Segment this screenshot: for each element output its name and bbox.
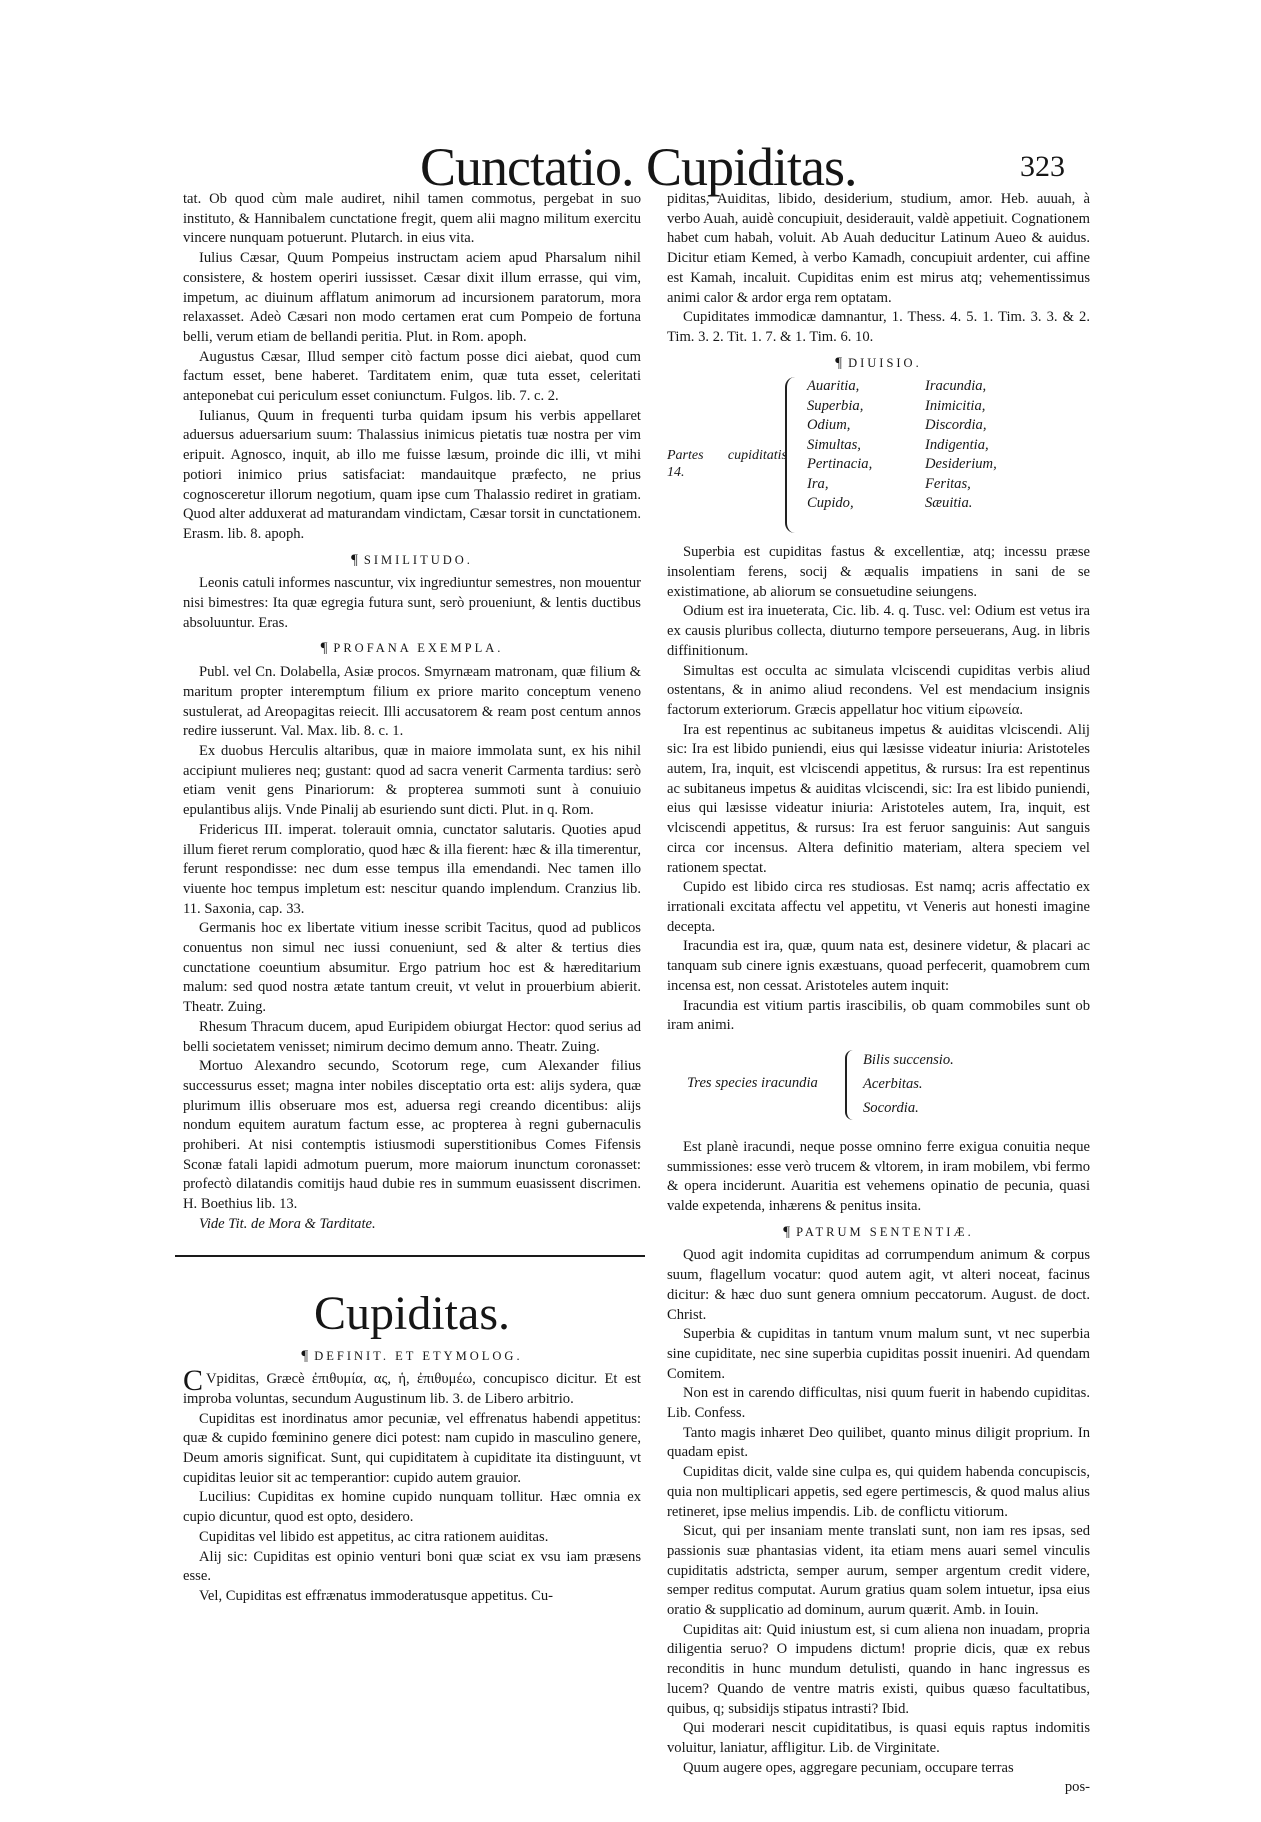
divisio-column (925, 377, 1075, 514)
entry-title: Cupiditas. (313, 1286, 510, 1340)
list-item: Simultas, (807, 436, 861, 453)
pilcrow-icon: ¶ (320, 640, 328, 657)
section-heading-text: PATRUM SENTENTIÆ. (796, 1224, 974, 1239)
page-number: 323 (1020, 150, 1065, 183)
paragraph: Rhesum Thracum ducem, apud Euripidem obiurgat Hector: quod serius ad belli societatem venisset; nimirum decimo demum anno. Theatr. Zuing. (183, 1018, 641, 1055)
list-item: Acerbitas. (863, 1075, 923, 1092)
paragraph (183, 1364, 641, 1409)
paragraph-text: Vpiditas, Græcè ἐπιθυμία, ας, ἡ, ἐπιθυμέω, concupisco dicitur. Et est improba voluntas, secundum Augustinum lib. 3. de Libero arbitrio. (183, 1371, 641, 1407)
paragraph: Qui moderari nescit cupiditatibus, is quasi equis raptus indomitis voluitur, laniatur, affligitur. Lib. de Virginitate. (667, 1720, 1090, 1756)
paragraph: Superbia & cupiditas in tantum vnum malum sunt, vt nec superbia sine cupiditate, nec sine superbia cupiditas possit inueniri. Ad quendam Comitem. (667, 1326, 1090, 1382)
brace-icon (785, 377, 803, 533)
pilcrow-icon: ¶ (351, 551, 358, 568)
paragraph: Publ. vel Cn. Dolabella, Asiæ procos. Smyrnæam matronam, quæ filium & maritum propter interemptum filium ex priore marito conceptum veneno sustulerat, ad Areopagitas reiecit. Illi accusatorem & ream post centum annos redire iusserunt. Val. Max. lib. 8. c. 1. (183, 664, 641, 740)
paragraph: Lucilius: Cupiditas ex homine cupido nunquam tollitur. Hæc omnia ex cupio dicuntur, quod est opto, desidero. (183, 1489, 641, 1526)
paragraph: Cupiditas ait: Quid iniustum est, si cum aliena non inuadam, propria diligentia seruo? O impudens dictum! proprie dicis, quæ ex rebus reconditis in hunc mundum detulisti, quando in hanc ingressus es lucem? Quando de ventre matris existi, quibus quæso facultatibus, quibus, q; subsidijs stipatus intrasti? Ibid. (667, 1621, 1090, 1717)
species-list (863, 1048, 954, 1120)
paragraph: Odium est ira inueterata, Cic. lib. 4. q. Tusc. vel: Odium est vetus ira ex causis pluribus collecta, diuturno tempore perseuerans, Aug. in libris diffinitionum. (667, 603, 1090, 659)
section-heading (183, 551, 641, 571)
paragraph: Cupiditas dicit, valde sine culpa es, qui quidem habenda concupiscis, quia non multiplicari appetis, sed egere pertimescis, & quod malus alius retineret, ipse melius impendis. Lib. de conflictu vitiorum. (667, 1464, 1090, 1520)
running-head: Cunctatio. Cupiditas. (420, 137, 857, 197)
paragraph: Cupiditates immodicæ damnantur, 1. Thess. 4. 5. 1. Tim. 3. 3. & 2. Tim. 3. 2. Tit. 1. 7. & 1. Tim. 6. 10. (667, 309, 1090, 345)
left-column (183, 190, 641, 1607)
paragraph: Quum augere opes, aggregare pecuniam, occupare terras (683, 1759, 1014, 1776)
paragraph: Tanto magis inhæret Deo quilibet, quanto minus diligit proprium. In quadam epist. (667, 1424, 1090, 1461)
section-heading (667, 1223, 1090, 1243)
list-item: Feritas, (925, 475, 971, 492)
section-heading-text: DEFINIT. ET ETYMOLOG. (314, 1348, 523, 1363)
paragraph: Sicut, qui per insaniam mente translati sunt, non iam res ipsas, sed passionis suæ phantasias vident, ita etiam mens auari semel vinculis cupiditatis adstricta, semper aurum, semper argentum credit videre, semper reditus computat. Aurum gratius quam solem intuetur, ipsa eius oratio & supplicatio ad dominum, aurum quærit. Amb. in Iouin. (667, 1523, 1090, 1619)
paragraph: tat. Ob quod cùm male audiret, nihil tamen commotus, pergebat in suo instituto, & Hannibalem cunctatione fregit, quem alii magno militum exercitu vincere nunquam potuerunt. Plutarch. in eius vita. (183, 191, 641, 247)
list-item: Superbia, (807, 397, 864, 414)
list-item: Sæuitia. (925, 495, 973, 512)
list-item: Pertinacia, (807, 456, 873, 473)
list-item: Cupido, (807, 495, 854, 512)
list-item: Discordia, (925, 417, 987, 434)
right-column (667, 190, 1090, 1798)
divisio-label: Partes cupiditatis 14. (667, 448, 787, 481)
paragraph: Iracundia est vitium partis irascibilis, ob quam commobiles sunt ob iram animi. (667, 997, 1090, 1034)
paragraph: Fridericus III. imperat. tolerauit omnia, cunctator salutaris. Quoties apud illum fieret rerum comploratio, quod hæc & illa fierent: hæc & illa timerentur, ferunt respondisse: nec dum esse tempus illa emendandi. Nec tamen illo viuente hoc tempus impletum est: nescitur quando implendum. Cranzius lib. 11. Saxonia, cap. 33. (183, 821, 641, 917)
paragraph: Cupiditas vel libido est appetitus, ac citra rationem auiditas. (199, 1528, 549, 1545)
paragraph: Cupiditas est inordinatus amor pecuniæ, vel effrenatus habendi appetitus: quæ & cupido fœminino genere dici potest: nam cupido in masculino genere, Deum amoris significat. Sunt, qui cupiditatem à cupiditate ita distinguunt, vt cupiditas leuior sit ac temperantior: cupido autem grauior. (183, 1410, 641, 1486)
pilcrow-icon: ¶ (783, 1223, 791, 1240)
paragraph: Cupido est libido circa res studiosas. Est namq; acris affectatio ex irrationali excitata affectu vel appetitu, vt Veneris aut honesti imagine decepta. (667, 879, 1090, 935)
list-item: Socordia. (863, 1099, 919, 1116)
paragraph: Iulianus, Quum in frequenti turba quidam ipsum his verbis appellaret aduersus aduersarium suum: Thalassius inimicus pietatis tuæ nostra per vim eripuit. Agnosco, inquit, ab illo me fuisse læsum, proinde dic illi, vt mihi potiori inimico prius satisfaciat: mandauitque præfecto, ne prius cognosceretur illorum negotium, quam ipse cum Thalassio rediret in gratiam. Quod alter adduxerat ad maturandam vindictam, Cæsar torsit in cunctationem. Erasm. lib. 8. apoph. (183, 407, 641, 542)
paragraph: Simultas est occulta ac simulata vlciscendi cupiditas verbis aliud ostentans, & in animo aliud recondens. Vel est mendacium insignis factorum exteriorum. Græcis appellatur hoc vitium εἰρωνεία. (667, 662, 1090, 718)
paragraph: Quod agit indomita cupiditas ad corrumpendum animum & corpus suum, flagellum vocatur: quod autem agit, vt alteri noceat, facinus dicitur: & hæc duo sunt genera omnium peccatorum. August. de doct. Christ. (667, 1247, 1090, 1323)
pilcrow-icon: ¶ (301, 1347, 309, 1364)
list-item: Bilis succensio. (863, 1051, 954, 1068)
section-heading-text: DIUISIO. (848, 355, 922, 370)
paragraph: Iulius Cæsar, Quum Pompeius instructam aciem apud Pharsalum nihil consistere, & hostem operiri iussisset. Cæsar dixit illum errasse, qui vim, impetum, ac diuinum afflatum animorum ad incursionem paratorum, mora relaxasset. Adeò Cæsari non modo certamen erat cum Pompeio de fortuna belli, verum etiam de bellandi peritia. Plut. in Rom. apoph. (183, 250, 641, 345)
list-item: Iracundia, (925, 378, 987, 395)
brace-icon (845, 1050, 859, 1120)
drop-cap: C (183, 1364, 204, 1398)
paragraph: Est planè iracundi, neque posse omnino ferre exigua conuitia neque summissiones: esse verò trucem & vltorem, in iram mobilem, vbi fermo & opera inciderunt. Auaritia est vehemens opinatio de pecunia, quasi valde expetenda, inhærens & penitus insita. (667, 1138, 1090, 1215)
species-table (667, 1042, 1090, 1130)
paragraph: Vel, Cupiditas est effrænatus immoderatusque appetitus. Cu- (199, 1588, 553, 1604)
list-item: Ira, (807, 475, 829, 492)
section-heading (183, 1347, 641, 1367)
section-heading (183, 639, 641, 659)
list-item: Desiderium, (925, 456, 997, 473)
paragraph: Alij sic: Cupiditas est opinio venturi boni quæ sciat ex vsu iam præsens esse. (183, 1548, 641, 1585)
section-heading (667, 354, 1090, 374)
paragraph: Mortuo Alexandro secundo, Scotorum rege, cum Alexander filius successurus esset; magna inter nobiles disceptatio orta est: alijs sydera, quæ plurimum illis obseruare mos est, aduersa regi creando dicentibus: alijs nondum equitem auratum factum esse, ac propterea à regni gubernaculis prohiberi. At nisi contemptis istiusmodi superstitionibus Comes Fifensis Sconæ fatali lapidi admotum puerum, more maiorum inunctum coronasset: profectò dilatandis comitijs haud dubie res in summum euasissent discrimen. H. Boethius lib. 13. (183, 1058, 641, 1213)
paragraph: Ex duobus Herculis altaribus, quæ in maiore immolata sunt, ex his nihil accipiunt mulieres neq; gustant: quod ad sacra venerit Carmenta tardius: serò etiam venit gens Pinariorum: & propterea summoti sunt à conuiuio epulantibus alijs. Vnde Pinalij ab esuriendo sunt dicti. Plut. in q. Rom. (183, 742, 641, 819)
species-label: Tres species iracundia (687, 1074, 818, 1091)
paragraph: Iracundia est ira, quæ, quum nata est, desinere videtur, & placari ac tanquam sub cinere ignis exæstuans, quoad perfecerit, quamobrem cum incensa est, non cessat. Aristoteles autem inquit: (667, 938, 1090, 994)
divisio-table (667, 377, 1090, 537)
catchword: pos- (1064, 1779, 1090, 1796)
list-item: Inimicitia, (925, 397, 986, 414)
pilcrow-icon: ¶ (835, 354, 843, 371)
section-heading-text: SIMILITUDO. (363, 552, 473, 567)
cross-reference: Vide Tit. de Mora & Tarditate. (199, 1215, 376, 1232)
list-item: Odium, (807, 417, 851, 434)
section-divider (175, 1255, 645, 1257)
divisio-column (807, 377, 917, 514)
paragraph: Leonis catuli informes nascuntur, vix ingrediuntur semestres, non mouentur nisi bimestres: Ita quæ egregia futura sunt, serò proueniunt, & lentis ductibus absoluuntur. Eras. (183, 575, 641, 631)
paragraph: Augustus Cæsar, Illud semper citò factum posse dici aiebat, quod cum factum esset, bene haberet. Tarditatem enim, quæ tuta esset, celeritati anteponebat cui periculum esset coniunctum. Fulgos. lib. 7. c. 2. (183, 348, 641, 405)
paragraph: Germanis hoc ex libertate vitium inesse scribit Tacitus, quod ad publicos conuentus non simul nec iussi conueniunt, sed & alter & tertius dies cunctatione coeuntium absumitur. Ergo patrium hoc est & hæreditarium malum: sed quod nostra ætate tantum creuit, vt velut in prouerbium abierit. Theatr. Zuing. (183, 920, 641, 1016)
section-heading-text: PROFANA EXEMPLA. (333, 641, 504, 656)
paragraph: Non est in carendo difficultas, nisi quum fuerit in habendo cupiditas. Lib. Confess. (667, 1385, 1090, 1422)
list-item: Auaritia, (807, 378, 860, 395)
paragraph: piditas, Auiditas, libido, desiderium, studium, amor. Heb. auuah, à verbo Auah, auidè concupiuit, desiderauit, valdè appetiuit. Cognationem habet cum habah, voluit. Ab Auah deducitur Latinum Aueo & auidus. Dicitur etiam Kemed, à verbo Kamadh, concupiuit ardenter, cui affine est Kamah, incaluit. Cupiditas enim est mirus atq; vehementissimus animi calor & ardor erga rem optatam. (667, 191, 1090, 306)
paragraph: Ira est repentinus ac subitaneus impetus & auiditas vlciscendi. Alij sic: Ira est libido puniendi, eius qui læsisse videatur iniuria: Aristoteles autem, Ira, inquit, est vlciscendi appetitus, & rursus: Ira est repentinus ac subitaneus impetus & auiditas vlciscendi, sic: Ira est libido puniendi, eius qui læsisse videatur iniuria: Aristoteles autem, Ira, inquit, est vlciscendi appetitus, & rursus: Ira est feruor sanguinis: Aut sanguis circa cor incensus. Altera definitio materiam, altera speciem vel rationem spectat. (667, 721, 1090, 876)
list-item: Indigentia, (925, 436, 989, 453)
paragraph: Superbia est cupiditas fastus & excellentiæ, atq; incessu præse insolentiam ferens, socij & æqualis impatiens in sani de se existimatione, ab aliorum se consuetudine seiungens. (667, 544, 1090, 600)
